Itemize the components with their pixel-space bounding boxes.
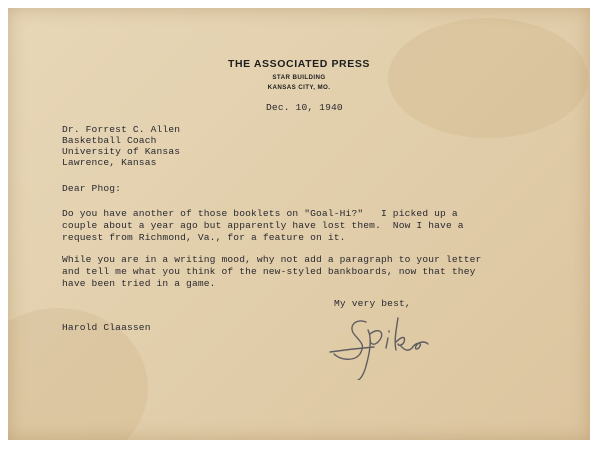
handwritten-signature bbox=[326, 300, 456, 380]
recipient-title: Basketball Coach bbox=[62, 135, 157, 146]
letter-page bbox=[8, 8, 590, 440]
letterhead-city: KANSAS CITY, MO. bbox=[267, 84, 331, 91]
letterhead-organization: THE ASSOCIATED PRESS bbox=[227, 58, 371, 70]
letterhead-building: STAR BUILDING bbox=[272, 74, 326, 81]
recipient-location: Lawrence, Kansas bbox=[62, 157, 157, 168]
recipient-organization: University of Kansas bbox=[62, 146, 181, 157]
paragraph-2-line: have been tried in a game. bbox=[62, 278, 216, 289]
paragraph-2-line: While you are in a writing mood, why not add a paragraph to your letter bbox=[62, 254, 482, 265]
paragraph-2-line: and tell me what you think of the new-styled bankboards, now that they bbox=[62, 266, 476, 277]
recipient-name: Dr. Forrest C. Allen bbox=[62, 124, 181, 135]
paragraph-1-line: couple about a year ago but apparently have lost them. Now I have a bbox=[62, 220, 464, 231]
paragraph-1-line: request from Richmond, Va., for a feature on it. bbox=[62, 232, 346, 243]
typed-name: Harold Claassen bbox=[62, 322, 151, 333]
letter-date: Dec. 10, 1940 bbox=[266, 102, 343, 113]
salutation: Dear Phog: bbox=[62, 183, 122, 194]
closing: My very best, bbox=[334, 298, 411, 309]
paragraph-1-line: Do you have another of those booklets on "Goal-Hi?" I picked up a bbox=[62, 208, 458, 219]
